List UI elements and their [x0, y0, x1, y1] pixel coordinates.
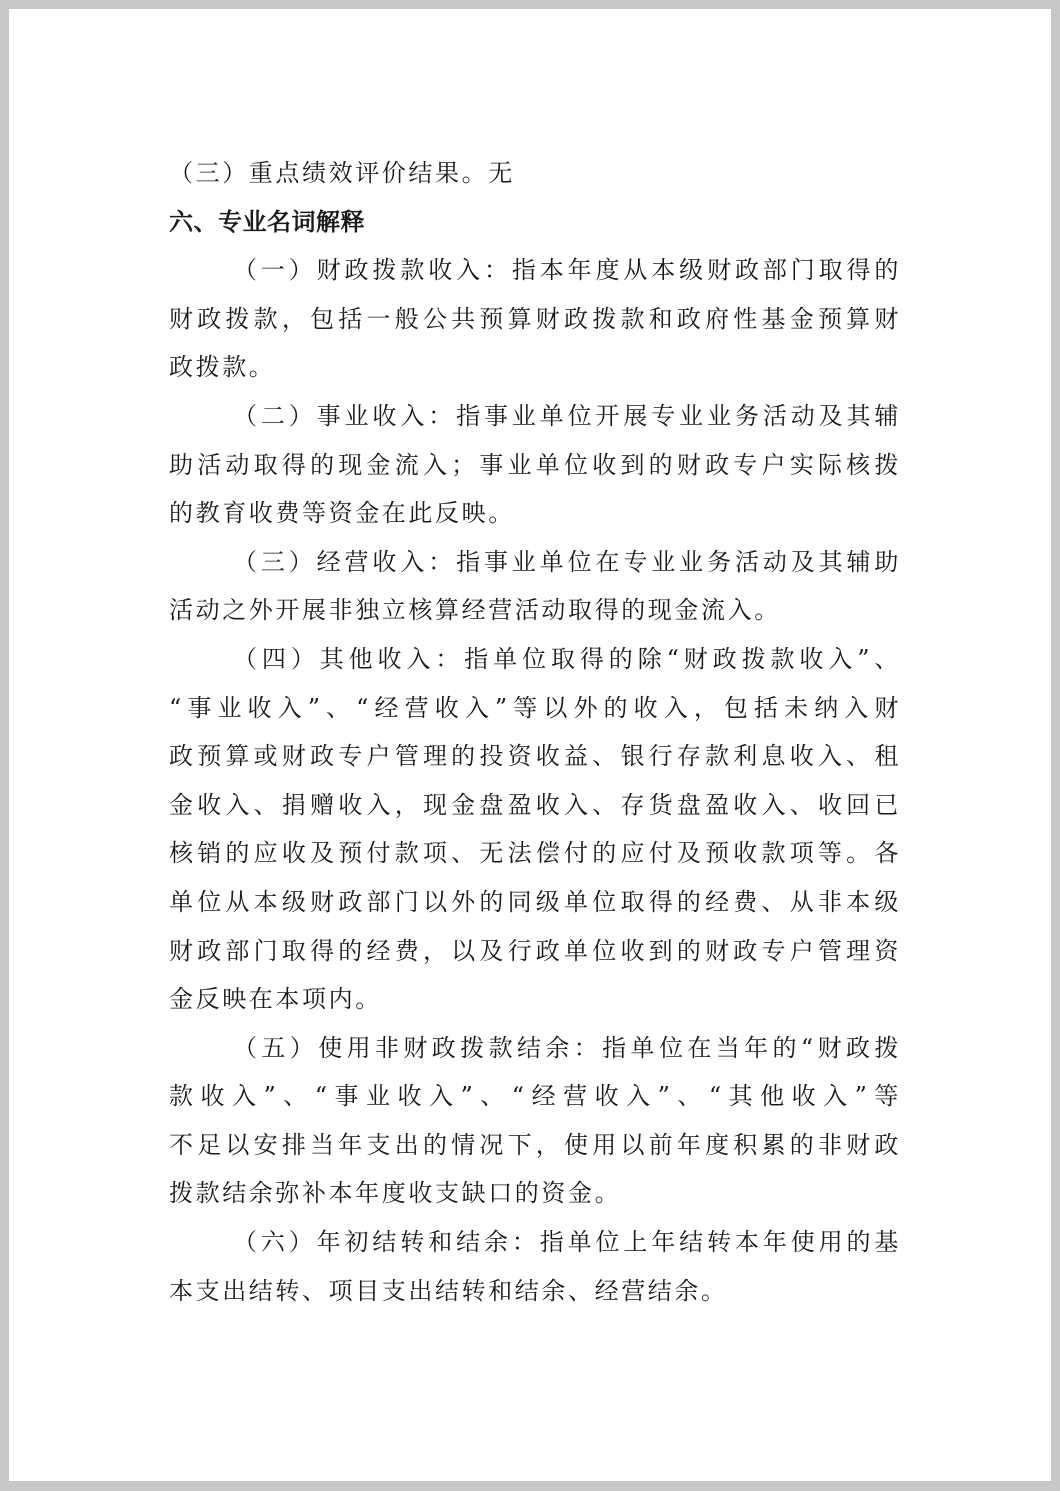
paragraph-line: 本支出结转、项目支出结转和结余、经营结余。	[169, 1276, 728, 1305]
paragraph-line: 单位从本级财政部门以外的同级单位取得的经费、从非本级	[169, 887, 901, 916]
section3-item-text: （三）重点绩效评价结果。无	[169, 159, 515, 187]
paragraph-line: 金收入、捐赠收入，现金盘盈收入、存货盘盈收入、收回已	[169, 790, 901, 819]
paragraph-line: （一）财政拨款收入：指本年度从本级财政部门取得的	[233, 256, 901, 285]
paragraph-line: （二）事业收入：指事业单位开展专业业务活动及其辅	[233, 401, 901, 430]
paragraph-operating-income	[169, 538, 901, 635]
paragraph-line: 活动之外开展非独立核算经营活动取得的现金流入。	[169, 596, 781, 625]
section6-heading: 六、专业名词解释	[169, 207, 365, 236]
paragraph-line: 的教育收费等资金在此反映。	[169, 499, 515, 528]
paragraph-fiscal-appropriation-income	[169, 246, 901, 392]
paragraph-line: “事业收入”、“经营收入”等以外的收入，包括未纳入财	[169, 693, 901, 722]
paragraph-other-income	[169, 635, 901, 1024]
paragraph-line: 财政拨款，包括一般公共预算财政拨款和政府性基金预算财	[169, 304, 901, 333]
document-page	[9, 9, 1051, 1481]
paragraph-line: 核销的应收及预付款项、无法偿付的应付及预收款项等。各	[169, 839, 901, 868]
paragraph-beginning-carryover-balance	[169, 1218, 901, 1315]
paragraph-line: 财政部门取得的经费，以及行政单位收到的财政专户管理资	[169, 936, 901, 965]
document-body	[169, 149, 901, 1315]
paragraph-line: （三）经营收入：指事业单位在专业业务活动及其辅助	[233, 547, 901, 576]
paragraph-line: 助活动取得的现金流入；事业单位收到的财政专户实际核拨	[169, 450, 901, 479]
paragraph-non-fiscal-balance-used	[169, 1024, 901, 1218]
paragraph-line: 金反映在本项内。	[169, 985, 382, 1014]
paragraph-line: 政预算或财政专户管理的投资收益、银行存款利息收入、租	[169, 742, 901, 771]
paragraph-line: 不足以安排当年支出的情况下，使用以前年度积累的非财政	[169, 1130, 901, 1159]
paragraph-business-income	[169, 392, 901, 538]
paragraph-line: 政拨款。	[169, 353, 276, 382]
paragraph-line: 款收入”、“事业收入”、“经营收入”、“其他收入”等	[169, 1082, 901, 1111]
paragraph-line: （六）年初结转和结余：指单位上年结转本年使用的基	[233, 1228, 901, 1257]
paragraph-line: （四）其他收入：指单位取得的除“财政拨款收入”、	[233, 644, 901, 673]
paragraph-line: 拨款结余弥补本年度收支缺口的资金。	[169, 1179, 622, 1208]
paragraph-line: （五）使用非财政拨款结余：指单位在当年的“财政拨	[233, 1033, 901, 1062]
